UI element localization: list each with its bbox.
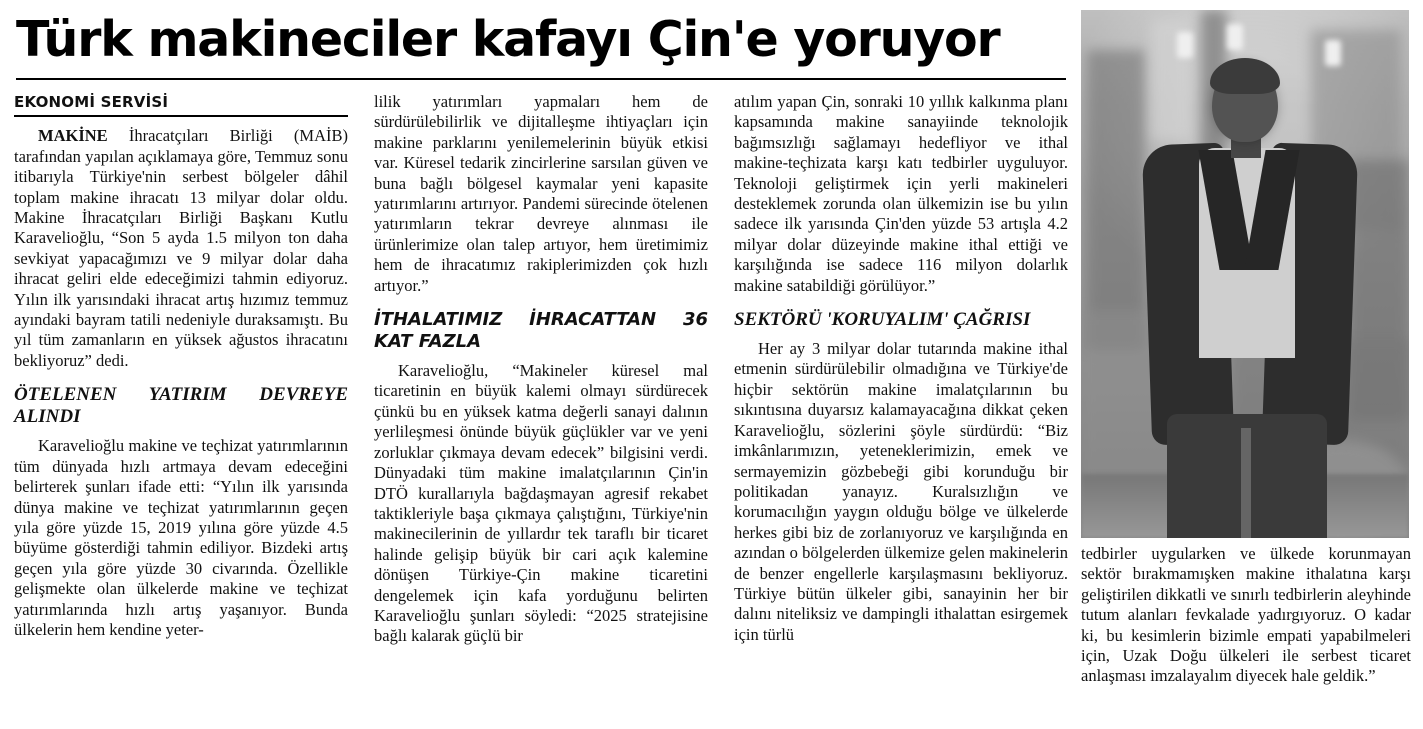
- article-column-1: [14, 92, 348, 722]
- article-columns: [14, 92, 1069, 722]
- paragraph-text: İhracatçıları Birliği (MAİB) tarafından yapılan açıklamaya göre, Temmuz sonu itibarıyla Türkiye'nin serbest bölgeler dâhil toplam makine ihracatı 13 milyar dolar oldu. Makine İhracatçıları Birliği Başkanı Kutlu Karavelioğlu, “Son 5 ayda 1.5 milyon ton daha sevkiyat yapacağımızı ve 9 milyar dolar daha ihracat geliri elde edeceğimizi tahmin ediyoruz. Yılın ilk yarısındaki ihracat artış hızımız temmuz ayındaki bayram tatili nedeniyle duraksamıştı. Bu yıl tüm zamanların en yüksek ağustos ihracatını bekliyoruz” dedi.: [14, 126, 348, 370]
- paragraph: Karavelioğlu, “Makineler küresel mal ticaretinin en büyük kalemi olmayı sürdürecek çünkü bu en yüksek katma değerli sanayi dalının yerlileşmesi önünde büyük güçlükler var ve yeni zorluklar çıkmaya devam edecek” bilgisini verdi. Dünyadaki tüm makine imalatçılarının Çin'in DTÖ kurallarıyla bağdaşmayan agresif rekabet taktikleriyle başa çıkmaya çalıştığını, Türkiye'nin makinecilerinin de yıllardır tek taraflı bir ticaret halinde gelişip büyük bir cari açık kalemine dönüşen Türkiye-Çin makine ticaretini dengelemek için kafa yorduğunu belirten Karavelioğlu şunları söyledi: “2025 stratejisine bağlı kalarak güçlü bir: [374, 361, 708, 646]
- subheading: İTHALATIMIZ İHRACATTAN 36 KAT FAZLA: [374, 309, 708, 353]
- paragraph: tedbirler uygularken ve ülkede korunmayan sektör bırakmamışken makine ithalatına karşı geliştirilen dikkatli ve sınırlı tedbirlerin aleyhinde tutum alanları fevkalade yadırgıyoruz. O kadar ki, bu kesimlerin bizimle empati yapabilmeleri için, Uzak Doğu ülkeleri ile serbest ticaret anlaşması imzalayalım diyecek hale geldik.”: [1081, 544, 1411, 686]
- article-photo: [1081, 10, 1409, 538]
- subheading: ÖTELENEN YATIRIM DEVREYE ALINDI: [14, 384, 348, 428]
- photo-image: [1081, 10, 1409, 538]
- ceiling-lamp-icon: [1227, 24, 1243, 50]
- byline: EKONOMİ SERVİSİ: [14, 93, 169, 111]
- paragraph: Karavelioğlu makine ve teçhizat yatırımlarının tüm dünyada hızlı artmaya devam edeceğini belirterek şunları ifade etti: “Yılın ilk yarısında dünya makine ve teçhizat yatırımlarının geçen yıla göre yüzde 15, 2019 yılına göre yüzde 4.5 büyüme gösterdiği tahmin ediliyor. Bizdeki artış geçen yıla göre yüzde 30 civarında. Özellikle gelişmekte olan ülkelerde makine ve teçhizat yatırımlarında hızlı artış yaşanıyor. Bunda ülkelerin hem kendine yeter-: [14, 436, 348, 639]
- lead-in: MAKİNE: [38, 126, 108, 146]
- byline-divider: [14, 115, 348, 117]
- paragraph: atılım yapan Çin, sonraki 10 yıllık kalkınma planı kapsamında makine sanayiinde teknolojik bağımsızlığı sağlamayı hedefliyor ve ithal makine-teçhizata karşı katı tedbirler uyguluyor. Teknoloji geliştirmek için yerli makineleri desteklemek zorunda olan ülkemizin ise bu yılın sadece ilk yarısında Çin'den yüzde 53 artışla 4.2 milyar dolar düzeyinde makine ithal ettiği ve karşılığında ise sadece 116 milyon dolarlık makine satabildiği görülüyor.”: [734, 92, 1068, 295]
- headline-divider: [16, 78, 1066, 80]
- subheading: SEKTÖRÜ 'KORUYALIM' ÇAĞRISI: [734, 309, 1031, 331]
- article-column-4: [1081, 544, 1411, 687]
- article-column-2: [374, 92, 708, 722]
- person-legs: [1167, 414, 1327, 538]
- ceiling-lamp-icon: [1325, 40, 1341, 66]
- ceiling-lamp-icon: [1177, 32, 1193, 58]
- paragraph: Her ay 3 milyar dolar tutarında makine ithal etmenin sürdürülebilir olmadığına ve Türkiye'de hiçbir sektörün makine imalatçılarının bu sıkıntısına duyarsız kalamayacağına dikkat çeken Karavelioğlu, sözlerini şöyle sürdürdü: “Biz imkânlarımızın, yeteneklerimizin, emek ve sermayemizin gözbebeği gibi korunduğu bir politikadan yanayız. Kuralsızlığın ve korumacılığın yaygın olduğu bölge ve ülkelerde herkes gibi biz de zorlanıyoruz ve karşılığında en azından o bölgelerden ülkemize gelen makinelerin de benzer engellerle karşılaşmasını bekliyoruz. Türkiye bütün ülkeler gibi, sanayinin her bir dalını niteliksiz ve dampingli ithalattan esirgemek için türlü: [734, 339, 1068, 644]
- paragraph: lilik yatırımları yapmaları hem de sürdürülebilirlik ve dijitalleşme ihtiyaçları için makine parklarını yenilemelerinin büyük etkisi var. Küresel tedarik zincirlerine sarsılan güven ve buna bağlı bölgesel kaymalar yeni kapasite yatırımlarını artırıyor. Pandemi sürecinde ötelenen yatırımların tekrar devreye alınması ile ürünlerimize olan talep artıyor, hem üretimimiz hem de ihracatımız rakiplerimizden çok hızlı artıyor.”: [374, 92, 708, 295]
- article-column-3: [734, 92, 1068, 722]
- photo-background-shape: [1087, 50, 1145, 350]
- page-title: Türk makineciler kafayı Çin'e yoruyor: [16, 11, 1000, 68]
- paragraph: [14, 126, 348, 371]
